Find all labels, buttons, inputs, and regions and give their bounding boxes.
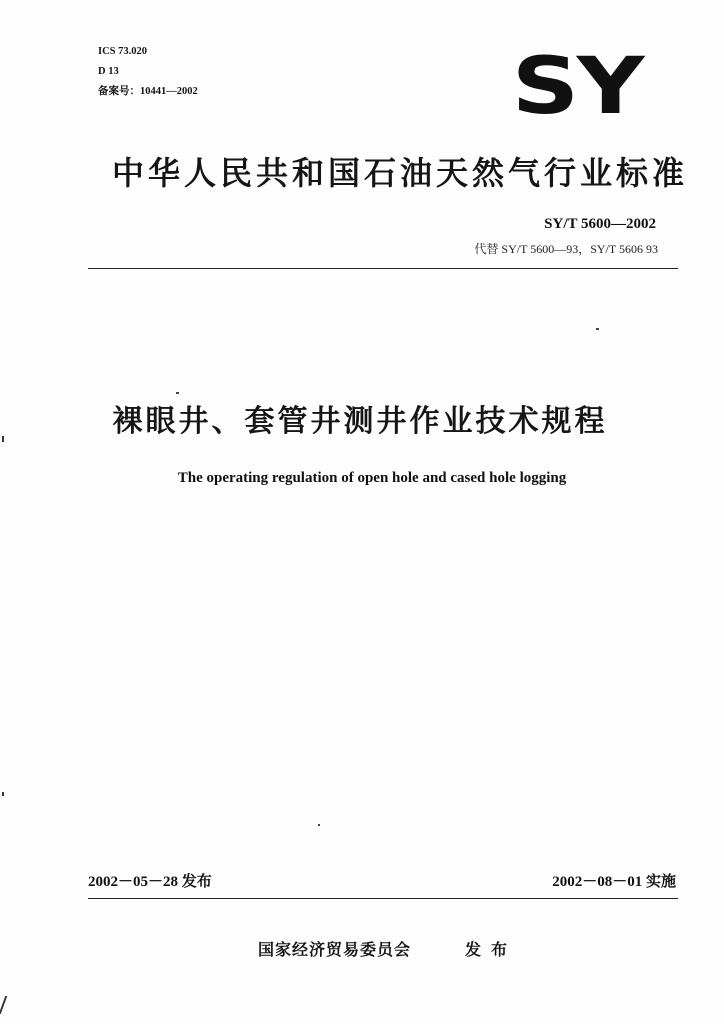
scan-speck: [596, 328, 599, 330]
document-title-en: The operating regulation of open hole and cased hole logging: [177, 470, 567, 486]
top-divider: [88, 268, 678, 269]
scan-speck: [176, 392, 179, 394]
publish-label: 发布: [465, 940, 518, 959]
ics-code: ICS 73.020: [98, 46, 148, 57]
classification-code: D 13: [98, 66, 119, 77]
scan-speck: [318, 824, 320, 826]
scan-edge-mark: [0, 996, 7, 1014]
issue-date: 2002－05－28 发布: [88, 874, 212, 890]
sy-logo: SY: [511, 42, 643, 132]
publisher-name: 国家经济贸易委员会: [258, 940, 412, 959]
document-title-zh: 裸眼井、套管井测井作业技术规程: [112, 404, 608, 439]
record-number: 备案号：10441—2002: [98, 86, 198, 97]
scan-edge-mark: [2, 792, 4, 796]
organization-title: 中华人民共和国石油天然气行业标准: [112, 154, 689, 192]
bottom-divider: [88, 898, 678, 899]
standard-number: SY/T 5600—2002: [544, 216, 656, 232]
implementation-date: 2002－08－01 实施: [552, 874, 676, 890]
scan-edge-mark: [2, 436, 4, 442]
header-meta: [98, 42, 198, 102]
replaces-standards: 代替 SY/T 5600—93，SY/T 5606 93: [474, 242, 658, 256]
